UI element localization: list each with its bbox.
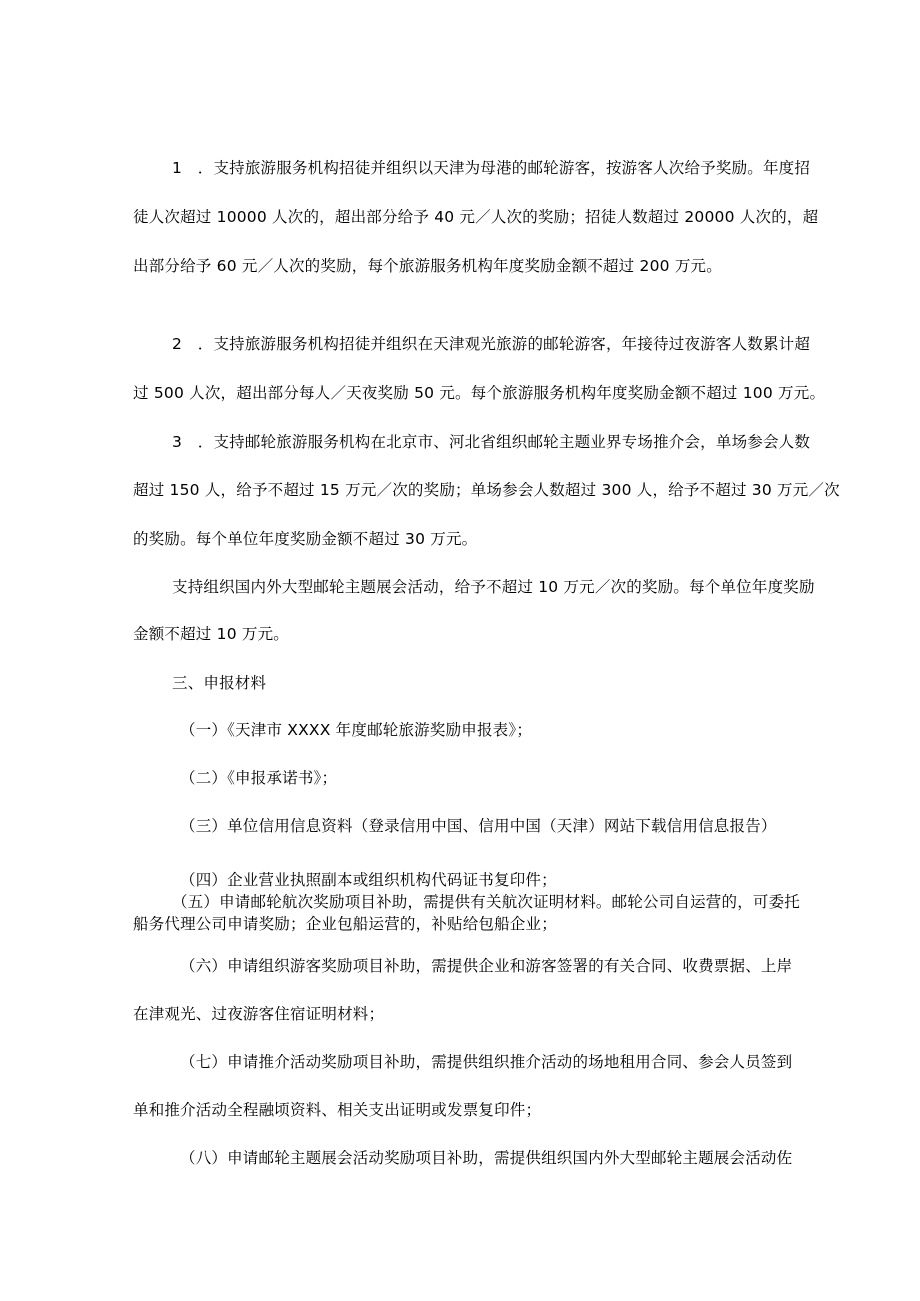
material-item-3: （三）单位信用信息资料（登录信用中国、信用中国（天津）网站下载信用信息报告） (180, 817, 777, 835)
material-item-4: （四）企业营业执照副本或组织机构代码证书复印件； (180, 871, 557, 889)
paragraph-3-line-1: 3 ．支持邮轮旅游服务机构在北京市、河北省组织邮轮主题业界专场推介会，单场参会人数 (172, 433, 811, 451)
section-heading: 三、申报材料 (172, 674, 267, 692)
material-item-1: （一）《天津市 XXXX 年度邮轮旅游奖励申报表》； (180, 721, 533, 739)
material-item-2: （二）《申报承诺书》； (180, 769, 338, 787)
paragraph-3-line-2: 超过 150 人，给予不超过 15 万元／次的奖励；单场参会人数超过 300 人，给予不超过 30 万元／次 (133, 481, 840, 499)
paragraph-3-line-3: 的奖励。每个单位年度奖励金额不超过 30 万元。 (133, 530, 478, 548)
paragraph-4-line-1: 支持组织国内外大型邮轮主题展会活动，给予不超过 10 万元／次的奖励。每个单位年度奖励 (172, 578, 815, 596)
paragraph-1-line-2: 徒人次超过 10000 人次的，超出部分给予 40 元／人次的奖励；招徒人数超过 20000 人次的，超 (133, 208, 819, 226)
material-item-5-line-1: （五）申请邮轮航次奖励项目补助，需提供有关航次证明材料。邮轮公司自运营的，可委托 (172, 893, 801, 911)
material-item-6-line-1: （六）申请组织游客奖励项目补助，需提供企业和游客签署的有关合同、收费票据、上岸 (180, 957, 793, 975)
material-item-8-line-1: （八）申请邮轮主题展会活动奖励项目补助，需提供组织国内外大型邮轮主题展会活动佐 (180, 1149, 793, 1167)
paragraph-1-line-1: 1 ．支持旅游服务机构招徒并组织以天津为母港的邮轮游客，按游客人次给予奖励。年度招 (172, 159, 811, 177)
material-item-6-line-2: 在津观光、过夜游客住宿证明材料； (133, 1005, 385, 1023)
material-item-7-line-2: 单和推介活动全程融顷资料、相关支出证明或发票复印件； (133, 1101, 542, 1119)
material-item-5-line-2: 船务代理公司申请奖励；企业包船运营的，补贴给包船企业； (133, 915, 557, 933)
material-item-7-line-1: （七）申请推介活动奖励项目补助，需提供组织推介活动的场地租用合同、参会人员签到 (180, 1053, 793, 1071)
paragraph-4-line-2: 金额不超过 10 万元。 (133, 625, 289, 643)
paragraph-2-line-2: 过 500 人次，超出部分每人／天夜奖励 50 元。每个旅游服务机构年度奖励金额不超过 100 万元。 (133, 384, 826, 402)
paragraph-1-line-3: 出部分给予 60 元／人次的奖励，每个旅游服务机构年度奖励金额不超过 200 万元。 (133, 257, 722, 275)
paragraph-2-line-1: 2 ．支持旅游服务机构招徒并组织在天津观光旅游的邮轮游客，年接待过夜游客人数累计超 (172, 335, 811, 353)
